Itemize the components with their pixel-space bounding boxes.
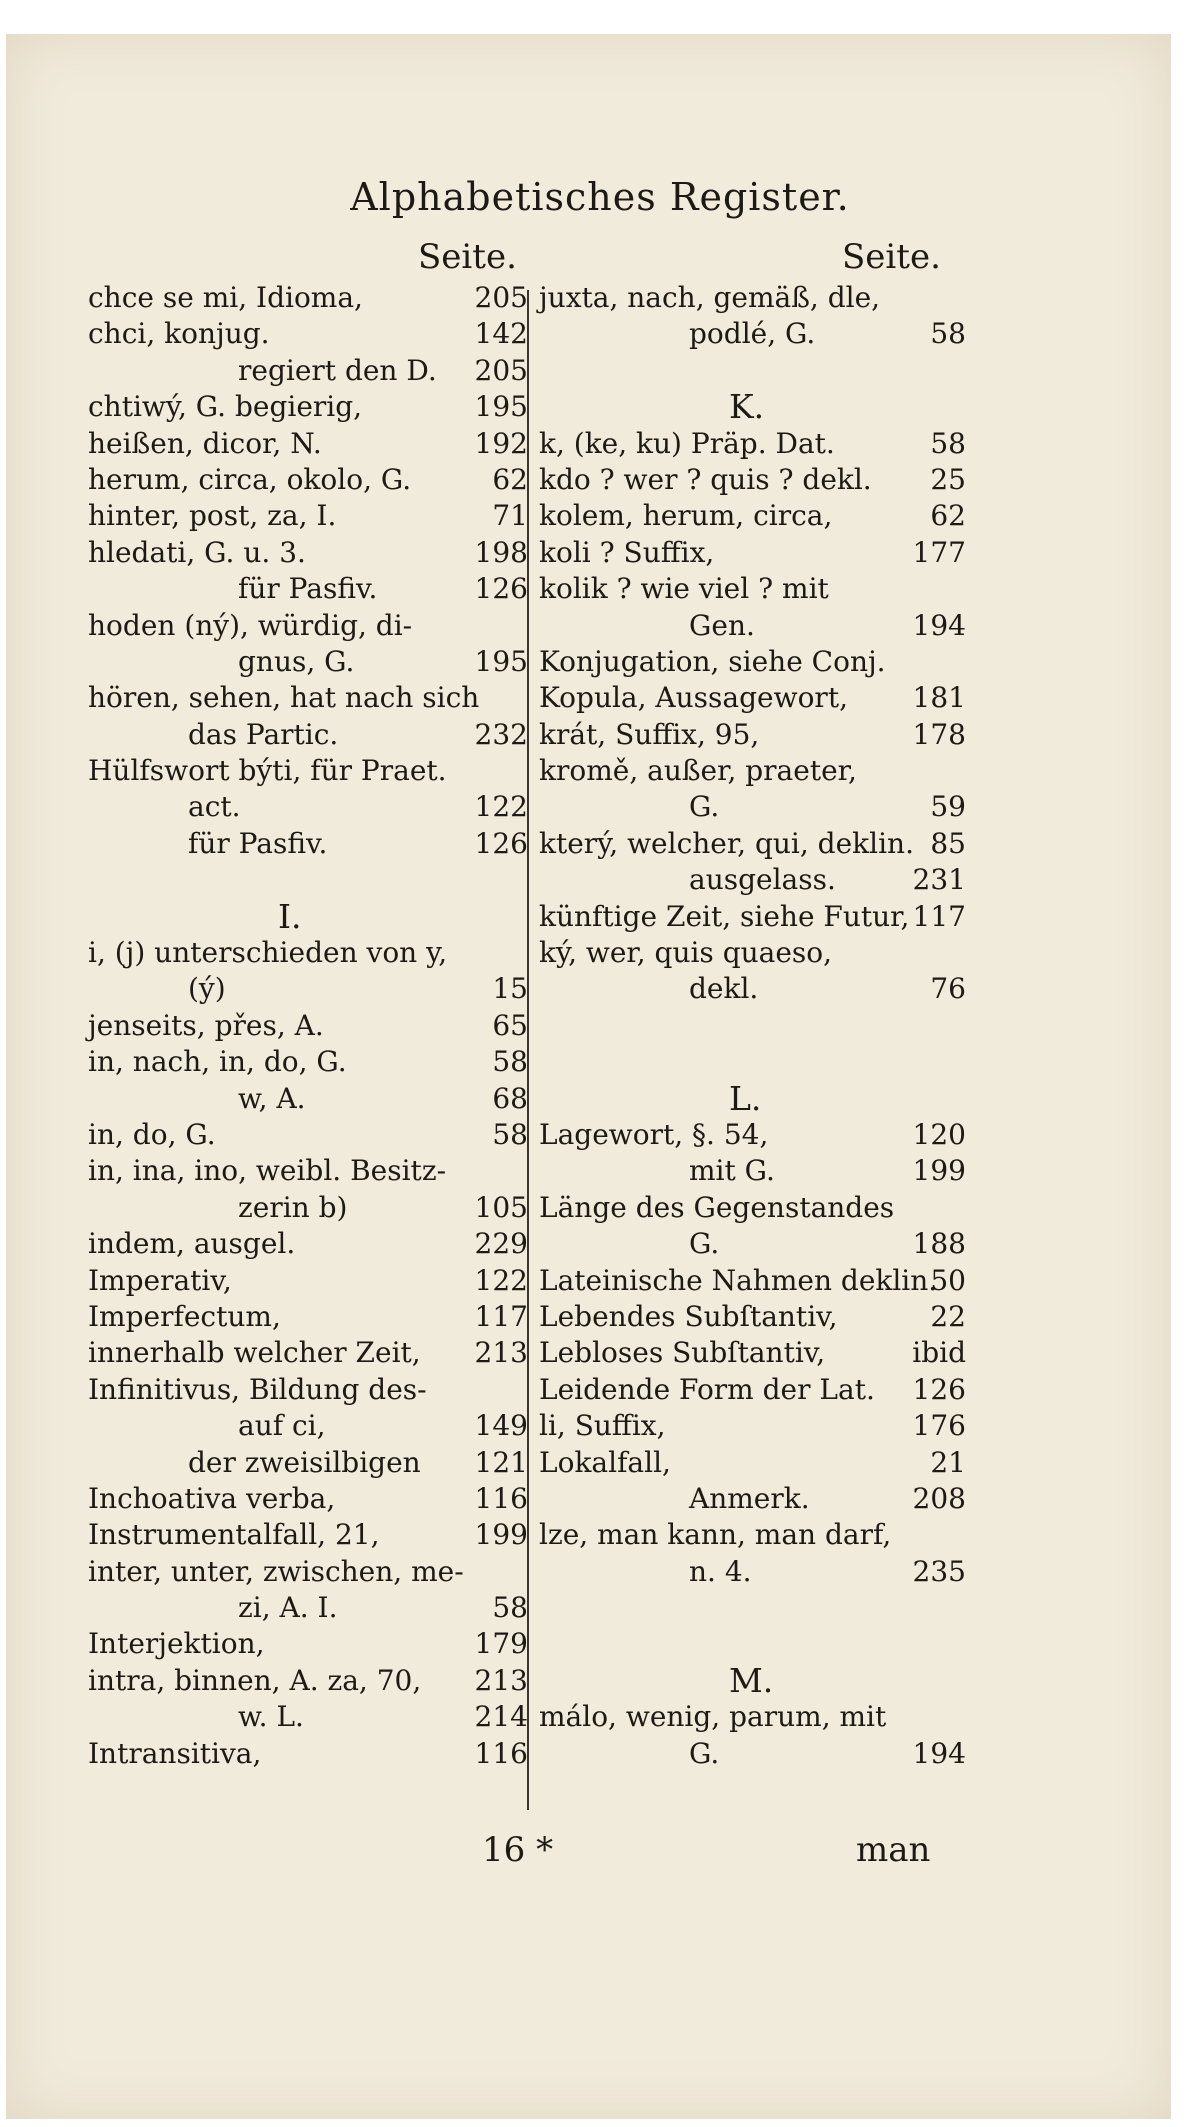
entry-page-number: 116 bbox=[474, 1736, 528, 1770]
index-entry bbox=[88, 498, 528, 534]
entry-page-number: 188 bbox=[912, 1227, 966, 1261]
entry-page-number: 25 bbox=[930, 462, 966, 496]
entry-text: Lagewort, §. 54, bbox=[539, 1117, 769, 1151]
entry-text: k, (ke, ku) Präp. Dat. bbox=[539, 426, 835, 460]
entry-text: auf ci, bbox=[238, 1409, 326, 1443]
index-entry bbox=[539, 1044, 966, 1080]
entry-text: act. bbox=[188, 790, 241, 824]
index-entry bbox=[88, 1663, 528, 1699]
index-entry bbox=[88, 1044, 528, 1080]
index-entry bbox=[88, 1117, 528, 1153]
index-entry bbox=[539, 1408, 966, 1444]
index-entry bbox=[88, 571, 528, 607]
index-entry bbox=[88, 717, 528, 753]
index-entry bbox=[88, 280, 528, 316]
entry-text: juxta, nach, gemäß, dle, bbox=[539, 281, 881, 314]
index-entry bbox=[88, 389, 528, 425]
entry-page-number: 198 bbox=[474, 535, 528, 569]
entry-page-number: 120 bbox=[912, 1117, 966, 1151]
entry-page-number: 126 bbox=[474, 826, 528, 860]
entry-text: für Pasfiv. bbox=[188, 826, 328, 860]
index-entry bbox=[539, 899, 966, 935]
entry-text: der zweisilbigen bbox=[188, 1445, 421, 1479]
entry-page-number: 122 bbox=[474, 790, 528, 824]
index-entry bbox=[539, 753, 966, 789]
index-entry bbox=[539, 1554, 966, 1590]
index-entry bbox=[539, 571, 966, 607]
index-entry bbox=[539, 1517, 966, 1553]
entry-page-number: 205 bbox=[474, 281, 528, 314]
entry-page-number: 177 bbox=[912, 535, 966, 569]
entry-page-number: 58 bbox=[930, 317, 966, 351]
entry-page-number: 58 bbox=[492, 1045, 528, 1079]
entry-page-number: 214 bbox=[474, 1700, 528, 1734]
entry-page-number: 199 bbox=[474, 1518, 528, 1552]
entry-page-number: 121 bbox=[474, 1445, 528, 1479]
entry-page-number: 126 bbox=[474, 572, 528, 606]
entry-page-number: 194 bbox=[912, 608, 966, 642]
entry-page-number: 76 bbox=[930, 972, 966, 1006]
left-column-entries bbox=[88, 280, 528, 1772]
index-entry bbox=[539, 1190, 966, 1226]
entry-text: G. bbox=[689, 1736, 720, 1770]
entry-text: chci, konjug. bbox=[88, 317, 270, 351]
signature-mark: 16 * bbox=[482, 1830, 554, 1870]
entry-page-number: 117 bbox=[474, 1299, 528, 1333]
index-entry bbox=[539, 826, 966, 862]
entry-text: G. bbox=[689, 790, 720, 824]
index-entry bbox=[539, 353, 966, 389]
entry-text: inter, unter, zwischen, me- bbox=[88, 1554, 464, 1588]
index-entry bbox=[88, 644, 528, 680]
entry-text: Interjektion, bbox=[88, 1627, 265, 1661]
entry-text: gnus, G. bbox=[238, 644, 355, 678]
entry-page-number: 117 bbox=[912, 899, 966, 933]
entry-page-number: 21 bbox=[930, 1445, 966, 1479]
index-entry bbox=[539, 680, 966, 716]
entry-page-number: 213 bbox=[474, 1663, 528, 1697]
right-column-entries bbox=[539, 280, 966, 1772]
entry-page-number: 229 bbox=[474, 1227, 528, 1261]
entry-text: ausgelass. bbox=[689, 863, 836, 897]
index-entry bbox=[88, 753, 528, 789]
entry-text: chtiwý, G. begierig, bbox=[88, 390, 363, 424]
left-column-header: Seite. bbox=[418, 237, 517, 277]
index-entry bbox=[88, 608, 528, 644]
index-entry bbox=[539, 1699, 966, 1735]
entry-text: kdo ? wer ? quis ? dekl. bbox=[539, 462, 872, 496]
entry-text: w. L. bbox=[238, 1700, 304, 1734]
index-entry bbox=[88, 1590, 528, 1626]
entry-page-number: 122 bbox=[474, 1263, 528, 1297]
entry-text: Infinitivus, Bildung des- bbox=[88, 1372, 427, 1406]
index-entry bbox=[88, 1153, 528, 1189]
catchword: man bbox=[856, 1830, 931, 1870]
index-entry bbox=[88, 1554, 528, 1590]
index-entry bbox=[539, 1299, 966, 1335]
entry-page-number: 62 bbox=[492, 462, 528, 496]
entry-text: chce se mi, Idioma, bbox=[88, 281, 363, 314]
entry-page-number: 58 bbox=[930, 426, 966, 460]
entry-text: indem, ausgel. bbox=[88, 1227, 296, 1261]
index-entry bbox=[539, 1226, 966, 1262]
right-column-header: Seite. bbox=[842, 237, 941, 277]
entry-text: in, nach, in, do, G. bbox=[88, 1045, 347, 1079]
entry-text: zerin b) bbox=[238, 1190, 348, 1224]
entry-text: i, (j) unterschieden von y, bbox=[88, 936, 448, 970]
entry-text: kromě, außer, praeter, bbox=[539, 754, 857, 788]
index-entry bbox=[88, 1445, 528, 1481]
entry-text: který, welcher, qui, deklin. bbox=[539, 826, 914, 860]
page-title: Alphabetisches Register. bbox=[350, 175, 850, 219]
entry-text: M. bbox=[729, 1660, 774, 1700]
entry-text: I. bbox=[278, 896, 302, 936]
entry-text: Lebloses Subſtantiv, bbox=[539, 1336, 826, 1370]
entry-page-number: 85 bbox=[930, 826, 966, 860]
entry-text: kolik ? wie viel ? mit bbox=[539, 572, 829, 606]
entry-text: Lateinische Nahmen deklin. bbox=[539, 1263, 938, 1297]
index-entry bbox=[539, 935, 966, 971]
entry-text: n. 4. bbox=[689, 1554, 752, 1588]
entry-text: Hülfswort býti, für Praet. bbox=[88, 754, 447, 788]
entry-text: Inchoativa verba, bbox=[88, 1481, 336, 1515]
entry-text: zi, A. I. bbox=[238, 1591, 338, 1625]
entry-text: in, ina, ino, weibl. Besitz- bbox=[88, 1154, 447, 1188]
index-entry bbox=[539, 1008, 966, 1044]
entry-page-number: 58 bbox=[492, 1591, 528, 1625]
entry-text: Instrumentalfall, 21, bbox=[88, 1518, 380, 1552]
index-entry bbox=[539, 1117, 966, 1153]
entry-text: dekl. bbox=[689, 972, 759, 1006]
index-entry bbox=[539, 1445, 966, 1481]
section-letter bbox=[539, 389, 966, 425]
entry-text: das Partic. bbox=[188, 717, 339, 751]
entry-text: koli ? Suffix, bbox=[539, 535, 715, 569]
entry-text: lze, man kann, man darf, bbox=[539, 1518, 892, 1552]
entry-page-number: 194 bbox=[912, 1736, 966, 1770]
entry-page-number: 195 bbox=[474, 390, 528, 424]
entry-page-number: 126 bbox=[912, 1372, 966, 1406]
index-entry bbox=[539, 280, 966, 316]
entry-text: hören, sehen, hat nach sich bbox=[88, 681, 480, 715]
entry-page-number: 50 bbox=[930, 1263, 966, 1297]
entry-text: Intransitiva, bbox=[88, 1736, 262, 1770]
index-entry bbox=[539, 608, 966, 644]
index-entry bbox=[88, 1372, 528, 1408]
index-entry bbox=[88, 1699, 528, 1735]
entry-text: Gen. bbox=[689, 608, 755, 642]
index-entry bbox=[88, 1190, 528, 1226]
index-entry bbox=[88, 353, 528, 389]
entry-text: herum, circa, okolo, G. bbox=[88, 462, 412, 496]
entry-text: w, A. bbox=[238, 1081, 306, 1115]
entry-page-number: 62 bbox=[930, 499, 966, 533]
entry-text: Imperativ, bbox=[88, 1263, 232, 1297]
entry-text: Leidende Form der Lat. bbox=[539, 1372, 875, 1406]
index-entry bbox=[539, 1626, 966, 1662]
entry-text: jenseits, přes, A. bbox=[88, 1008, 324, 1042]
index-entry bbox=[539, 1263, 966, 1299]
entry-text: (ý) bbox=[188, 972, 226, 1006]
entry-page-number: 205 bbox=[474, 353, 528, 387]
entry-text: ký, wer, quis quaeso, bbox=[539, 936, 833, 970]
index-entry bbox=[539, 1481, 966, 1517]
index-entry bbox=[539, 971, 966, 1007]
entry-text: hinter, post, za, I. bbox=[88, 499, 337, 533]
index-entry bbox=[88, 1408, 528, 1444]
entry-text: málo, wenig, parum, mit bbox=[539, 1700, 887, 1734]
entry-page-number: 192 bbox=[474, 426, 528, 460]
entry-text: L. bbox=[729, 1078, 762, 1118]
index-entry bbox=[88, 826, 528, 862]
entry-text: K. bbox=[729, 387, 765, 427]
index-entry bbox=[539, 462, 966, 498]
index-entry bbox=[88, 1736, 528, 1772]
index-entry bbox=[539, 1590, 966, 1626]
entry-text: hledati, G. u. 3. bbox=[88, 535, 306, 569]
index-entry bbox=[88, 971, 528, 1007]
index-entry bbox=[88, 1517, 528, 1553]
index-entry bbox=[88, 462, 528, 498]
entry-text: hoden (ný), würdig, di- bbox=[88, 608, 413, 642]
entry-page-number: 58 bbox=[492, 1117, 528, 1151]
section-letter bbox=[539, 1078, 966, 1118]
index-entry bbox=[539, 1736, 966, 1772]
index-entry bbox=[88, 1481, 528, 1517]
index-entry bbox=[539, 862, 966, 898]
entry-page-number: 59 bbox=[930, 790, 966, 824]
index-entry bbox=[88, 935, 528, 971]
index-entry bbox=[88, 426, 528, 462]
index-entry bbox=[539, 1153, 966, 1189]
entry-text: li, Suffix, bbox=[539, 1409, 666, 1443]
entry-page-number: 178 bbox=[912, 717, 966, 751]
entry-text: intra, binnen, A. za, 70, bbox=[88, 1663, 422, 1697]
index-entry bbox=[539, 789, 966, 825]
index-entry bbox=[88, 1008, 528, 1044]
entry-text: Lokalfall, bbox=[539, 1445, 671, 1479]
entry-text: Konjugation, siehe Conj. bbox=[539, 644, 886, 678]
index-entry bbox=[539, 535, 966, 571]
index-entry bbox=[539, 717, 966, 753]
entry-page-number: 208 bbox=[912, 1481, 966, 1515]
entry-text: podlé, G. bbox=[689, 317, 816, 351]
section-letter bbox=[539, 1660, 966, 1700]
entry-page-number: 231 bbox=[912, 863, 966, 897]
entry-text: Imperfectum, bbox=[88, 1299, 281, 1333]
entry-page-number: 149 bbox=[474, 1409, 528, 1443]
entry-page-number: 232 bbox=[474, 717, 528, 751]
index-entry bbox=[88, 1263, 528, 1299]
entry-page-number: ibid bbox=[912, 1336, 966, 1370]
index-entry bbox=[539, 498, 966, 534]
section-letter bbox=[88, 896, 528, 936]
index-entry bbox=[88, 1626, 528, 1662]
entry-text: Anmerk. bbox=[689, 1481, 810, 1515]
entry-text: in, do, G. bbox=[88, 1117, 216, 1151]
entry-page-number: 176 bbox=[912, 1409, 966, 1443]
entry-page-number: 181 bbox=[912, 681, 966, 715]
entry-text: regiert den D. bbox=[238, 353, 437, 387]
entry-text: innerhalb welcher Zeit, bbox=[88, 1336, 421, 1370]
entry-page-number: 179 bbox=[474, 1627, 528, 1661]
index-entry bbox=[88, 1226, 528, 1262]
entry-page-number: 65 bbox=[492, 1008, 528, 1042]
entry-page-number: 105 bbox=[474, 1190, 528, 1224]
index-entry bbox=[88, 789, 528, 825]
entry-text: Kopula, Aussagewort, bbox=[539, 681, 848, 715]
entry-page-number: 235 bbox=[912, 1554, 966, 1588]
entry-text: kolem, herum, circa, bbox=[539, 499, 833, 533]
entry-page-number: 68 bbox=[492, 1081, 528, 1115]
index-entry bbox=[88, 316, 528, 352]
entry-page-number: 195 bbox=[474, 644, 528, 678]
index-entry bbox=[539, 1335, 966, 1371]
entry-page-number: 71 bbox=[492, 499, 528, 533]
index-entry bbox=[539, 316, 966, 352]
index-entry bbox=[539, 644, 966, 680]
entry-text: mit G. bbox=[689, 1154, 775, 1188]
entry-text: Länge des Gegenstandes bbox=[539, 1190, 895, 1224]
entry-text: für Pasfiv. bbox=[238, 572, 378, 606]
index-entry bbox=[88, 680, 528, 716]
entry-text: künftige Zeit, siehe Futur, bbox=[539, 899, 910, 933]
entry-page-number: 199 bbox=[912, 1154, 966, 1188]
entry-page-number: 213 bbox=[474, 1336, 528, 1370]
index-entry bbox=[88, 535, 528, 571]
index-entry bbox=[88, 1335, 528, 1371]
entry-page-number: 142 bbox=[474, 317, 528, 351]
entry-text: G. bbox=[689, 1227, 720, 1261]
index-entry bbox=[88, 1081, 528, 1117]
index-entry bbox=[88, 1299, 528, 1335]
entry-page-number: 116 bbox=[474, 1481, 528, 1515]
entry-text: krát, Suffix, 95, bbox=[539, 717, 760, 751]
index-entry bbox=[539, 1372, 966, 1408]
index-entry bbox=[88, 862, 528, 898]
entry-page-number: 15 bbox=[492, 972, 528, 1006]
entry-text: heißen, dicor, N. bbox=[88, 426, 322, 460]
entry-page-number: 22 bbox=[930, 1299, 966, 1333]
entry-text: Lebendes Subſtantiv, bbox=[539, 1299, 838, 1333]
index-entry bbox=[539, 426, 966, 462]
